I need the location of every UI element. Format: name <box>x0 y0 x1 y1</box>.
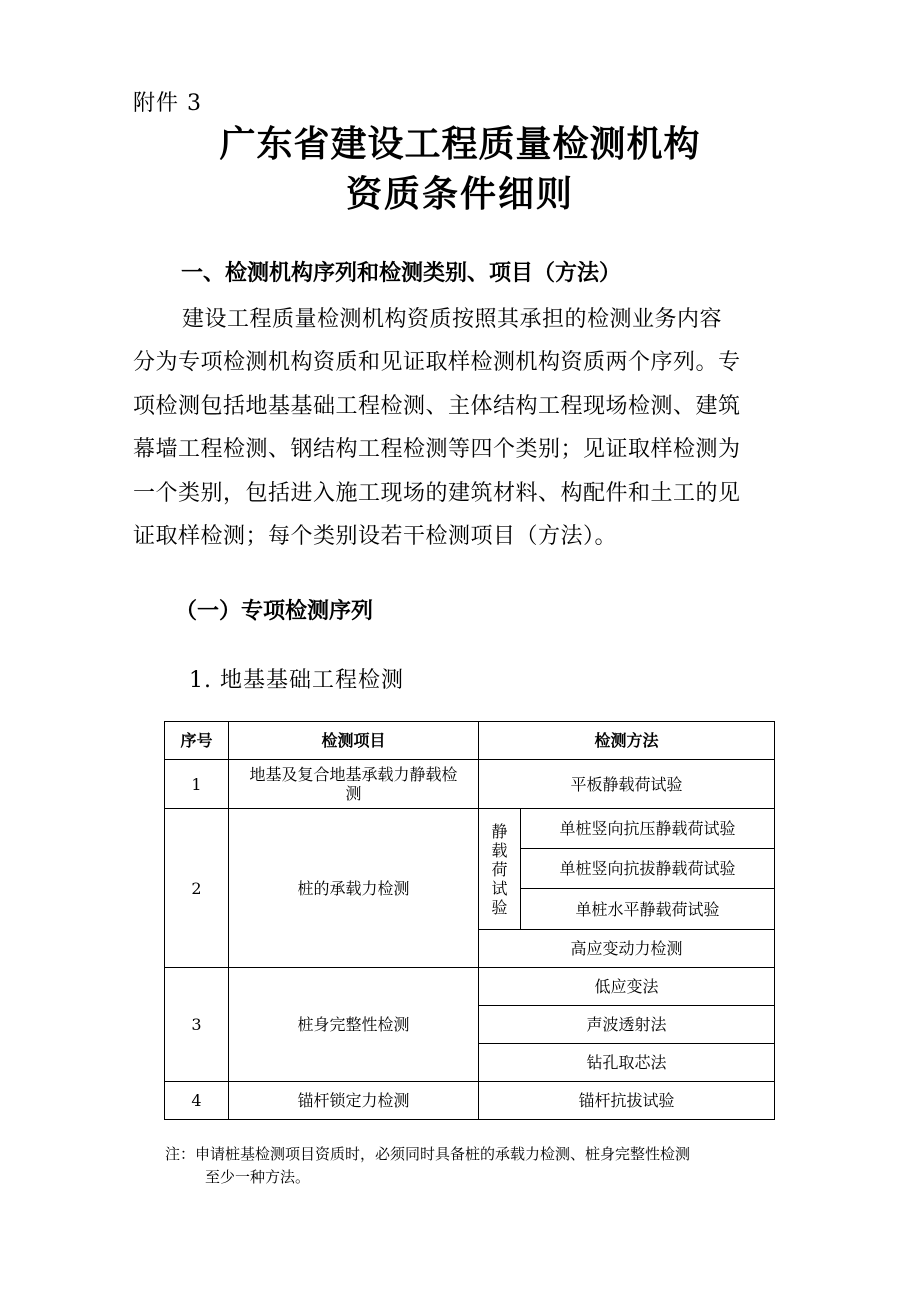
row-item: 桩身完整性检测 <box>229 968 479 1082</box>
paragraph-line: 分为专项检测机构资质和见证取样检测机构资质两个序列。专 <box>133 350 741 376</box>
attachment-label: 附件 3 <box>133 91 202 116</box>
row-method: 钻孔取芯法 <box>479 1044 775 1082</box>
paragraph-line: 证取样检测；每个类别设若干检测项目（方法）。 <box>133 524 618 550</box>
row-no: 1 <box>165 760 229 809</box>
table-row <box>165 760 775 809</box>
paragraph-line: 项检测包括地基基础工程检测、主体结构工程现场检测、建筑 <box>133 393 741 419</box>
table-row <box>165 1082 775 1120</box>
document-title-line1: 广东省建设工程质量检测机构 <box>219 123 701 165</box>
category-heading: 1. 地基基础工程检测 <box>189 668 404 693</box>
row-method: 声波透射法 <box>479 1006 775 1044</box>
row-method: 低应变法 <box>479 968 775 1006</box>
table-row <box>165 809 775 849</box>
header-no: 序号 <box>165 722 229 760</box>
row-method: 单桩竖向抗拔静载荷试验 <box>521 849 775 889</box>
section-paragraph <box>133 298 793 558</box>
row-item: 桩的承载力检测 <box>229 809 479 968</box>
table-header-row <box>165 722 775 760</box>
table-note <box>165 1143 825 1189</box>
paragraph-line: 建设工程质量检测机构资质按照其承担的检测业务内容 <box>182 307 723 332</box>
document-title-line2: 资质条件细则 <box>345 173 574 215</box>
inspection-table <box>164 721 775 1120</box>
paragraph-line: 幕墙工程检测、钢结构工程检测等四个类别；见证取样检测为 <box>133 437 741 463</box>
row-method: 高应变动力检测 <box>479 930 775 968</box>
row-method-group: 静载荷试验 <box>479 809 521 930</box>
row-method: 单桩竖向抗压静载荷试验 <box>521 809 775 849</box>
row-method: 平板静载荷试验 <box>479 760 775 809</box>
row-no: 3 <box>165 968 229 1082</box>
note-line: 至少一种方法。 <box>205 1168 311 1186</box>
section-heading: 一、检测机构序列和检测类别、项目（方法） <box>181 260 622 286</box>
subsection-heading: （一）专项检测序列 <box>175 598 374 624</box>
row-method: 锚杆抗拔试验 <box>479 1082 775 1120</box>
table-row <box>165 968 775 1006</box>
row-item: 锚杆锁定力检测 <box>229 1082 479 1120</box>
paragraph-line: 一个类别，包括进入施工现场的建筑材料、构配件和土工的见 <box>133 480 741 506</box>
row-item: 地基及复合地基承载力静载检测 <box>229 760 479 809</box>
row-method: 单桩水平静载荷试验 <box>521 889 775 930</box>
row-no: 4 <box>165 1082 229 1120</box>
header-item: 检测项目 <box>229 722 479 760</box>
row-no: 2 <box>165 809 229 968</box>
header-method: 检测方法 <box>479 722 775 760</box>
note-line: 注：申请桩基检测项目资质时，必须同时具备桩的承载力检测、桩身完整性检测 <box>165 1145 691 1163</box>
